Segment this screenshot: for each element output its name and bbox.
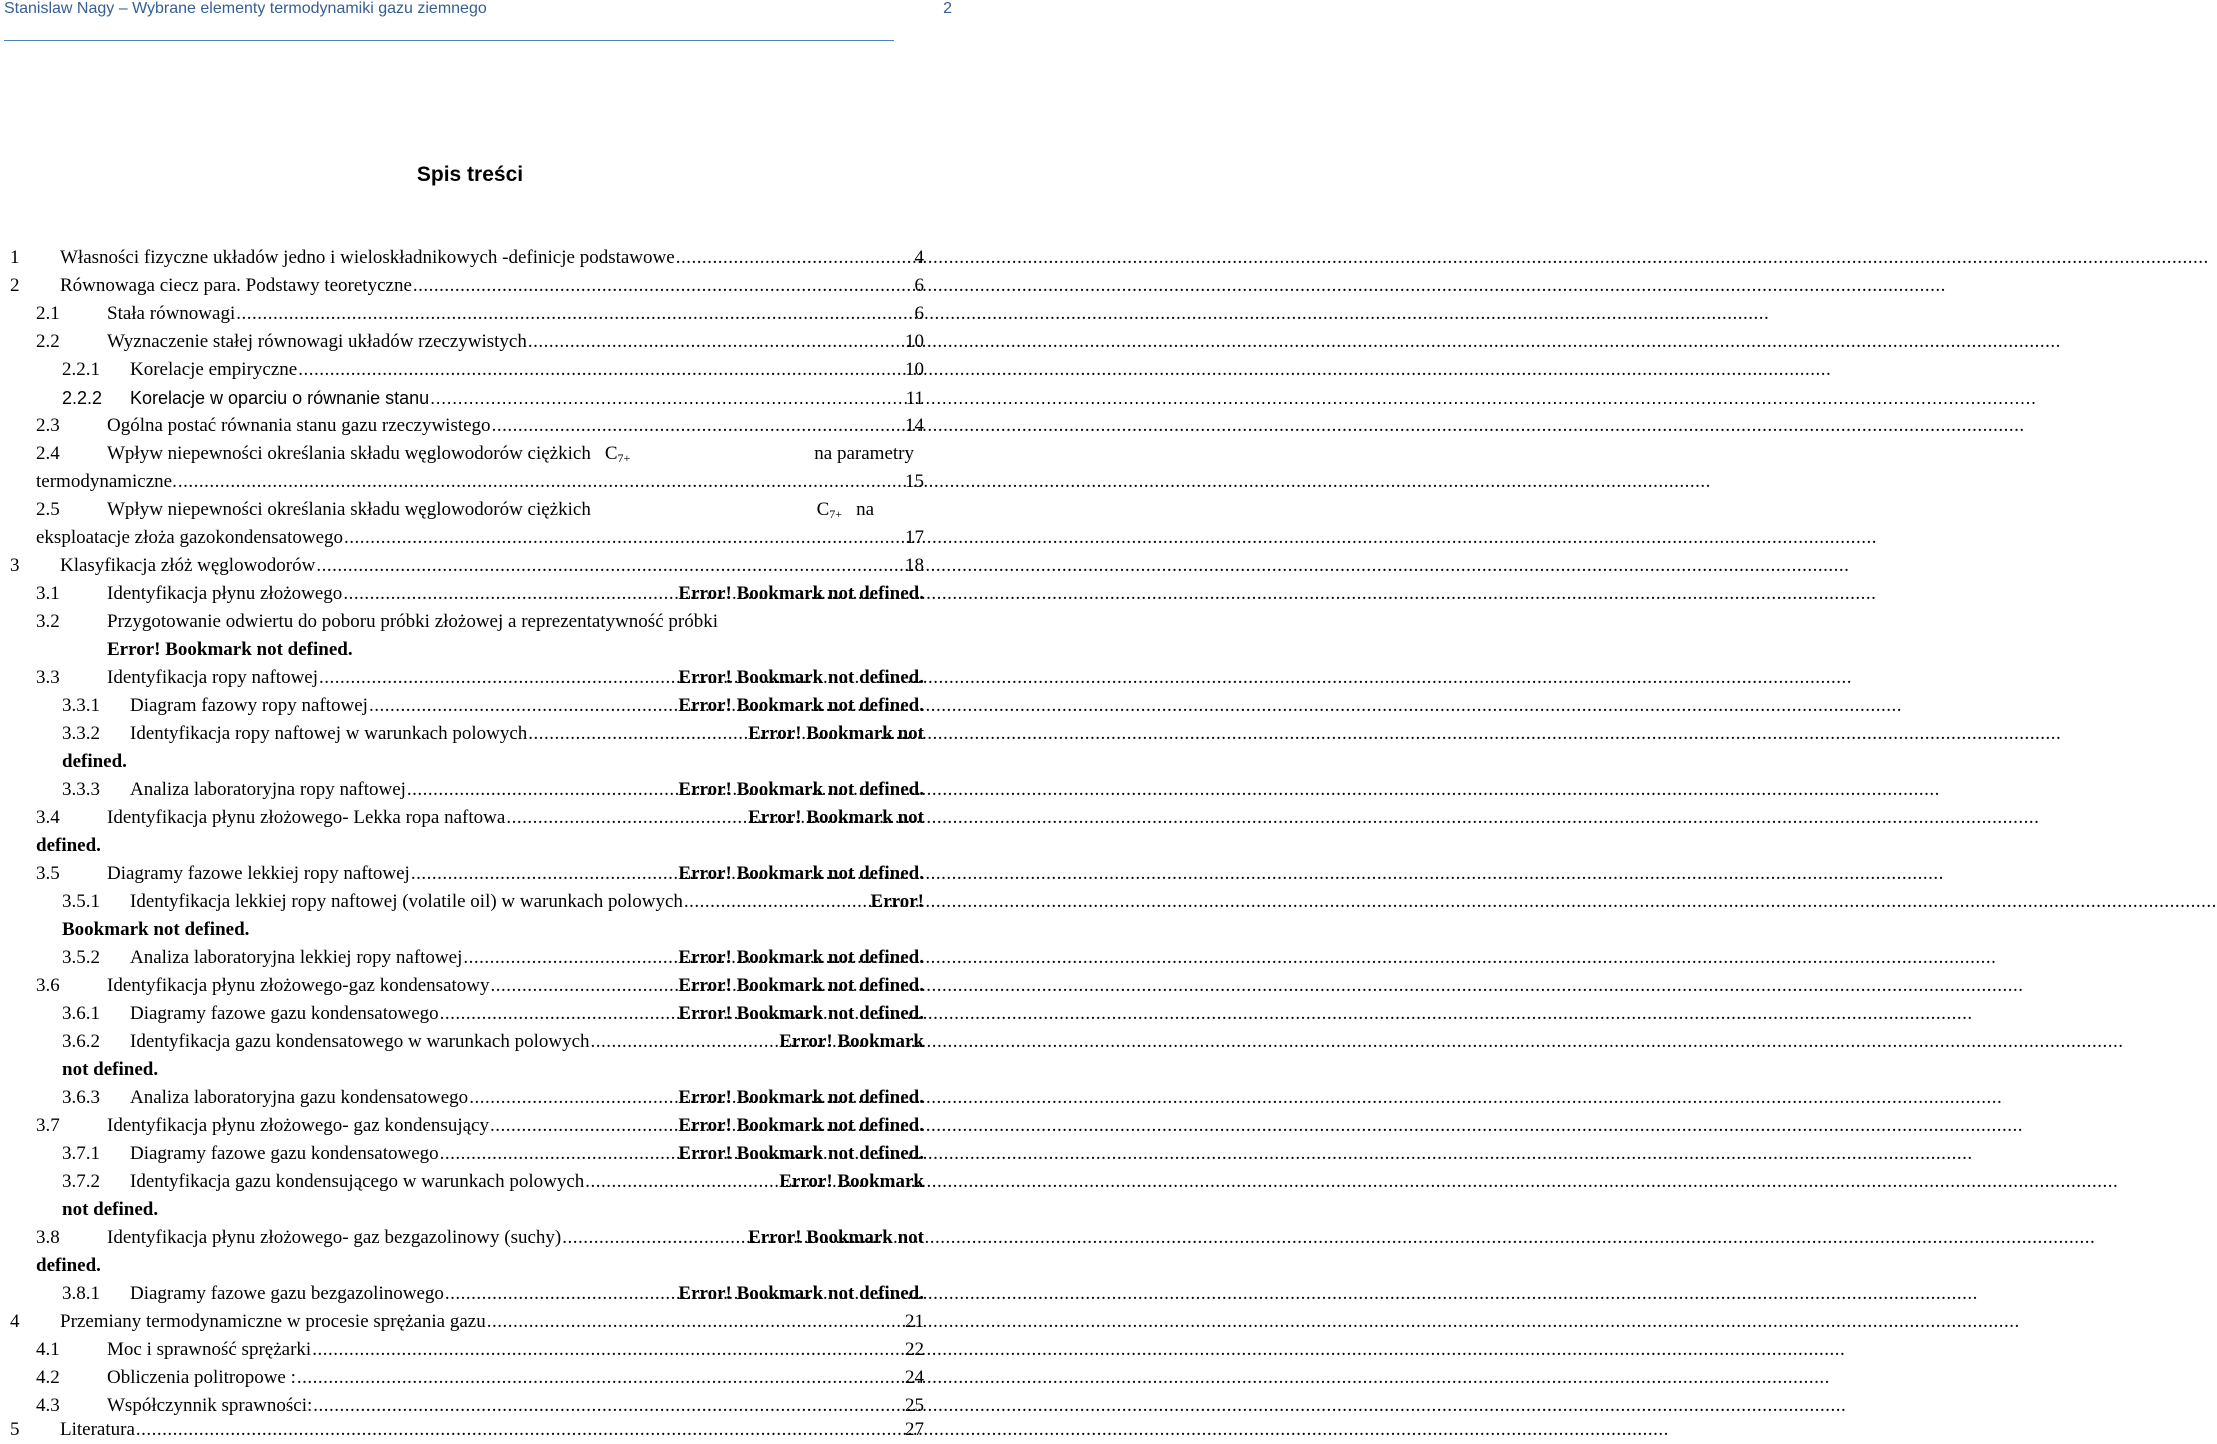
toc-page: 15 [905, 471, 924, 492]
toc-text: Obliczenia politropowe : [107, 1367, 296, 1388]
toc-page-error[interactable]: Error! Bookmark not defined. [107, 639, 353, 660]
toc-number: 3.6.1 [62, 1003, 100, 1024]
toc-entry-3-7-2[interactable] [62, 1168, 924, 1196]
toc-text: Identyfikacja płynu złożowego- gaz kondensujący [107, 1115, 489, 1136]
toc-leader [487, 1308, 904, 1336]
toc-number: 3.5.1 [62, 891, 100, 912]
toc-leader [445, 1280, 678, 1308]
toc-page: 6 [914, 275, 924, 296]
toc-entry-2-1[interactable] [36, 300, 924, 328]
toc-entry-2-2-1[interactable] [62, 356, 924, 384]
toc-number: 3.7.1 [62, 1143, 100, 1164]
toc-entry-2-5[interactable] [36, 496, 874, 524]
toc-leader [562, 1224, 747, 1252]
toc-entry-5[interactable] [10, 1416, 924, 1444]
toc-number: 3.1 [36, 583, 60, 604]
toc-page-error: Error! Bookmark not defined. [678, 1087, 924, 1108]
toc-number: 3.3.3 [62, 779, 100, 800]
toc-page: 25 [905, 1395, 924, 1416]
header-page-number: 2 [943, 0, 952, 17]
toc-leader [316, 552, 904, 580]
c-symbol: C [604, 443, 618, 464]
toc-entry-2-5-continued[interactable] [36, 524, 924, 552]
toc-text: Analiza laboratoryjna lekkiej ropy naftowej [130, 947, 463, 968]
toc-leader [469, 1084, 677, 1112]
toc-page: 21 [905, 1311, 924, 1332]
toc-entry-2-4[interactable] [36, 440, 914, 468]
toc-page: 10 [905, 359, 924, 380]
toc-entry-4-1[interactable] [36, 1336, 924, 1364]
toc-leader [312, 1336, 904, 1364]
toc-number: 3.5.2 [62, 947, 100, 968]
toc-page: 27 [905, 1419, 924, 1440]
toc-entry-3-4[interactable] [36, 804, 924, 832]
toc-leader [319, 664, 677, 692]
toc-entry-3-7-1[interactable] [62, 1140, 924, 1168]
toc-text: Identyfikacja płynu złożowego- Lekka ropa naftowa [107, 807, 506, 828]
toc-leader [411, 860, 678, 888]
toc-leader [413, 272, 914, 300]
toc-page: 10 [905, 331, 924, 352]
toc-entry-2-2[interactable] [36, 328, 924, 356]
toc-number: 2.2.2 [62, 388, 103, 408]
toc-text: Własności fizyczne układów jedno i wieloskładnikowych -definicje podstawowe [60, 247, 675, 268]
toc-page: 17 [905, 527, 924, 548]
toc-page-error-continued[interactable]: Bookmark not defined. [62, 919, 250, 940]
toc-page-error-continued[interactable]: defined. [62, 751, 127, 772]
toc-text: Diagram fazowy ropy naftowej [130, 695, 368, 716]
toc-entry-2-2-2[interactable] [62, 384, 924, 412]
toc-number: 3.7 [36, 1115, 60, 1136]
toc-title: Spis treści [416, 163, 524, 186]
toc-text: Diagramy fazowe gazu kondensatowego [130, 1003, 439, 1024]
toc-leader [178, 468, 904, 496]
toc-page-error: Error! Bookmark not defined. [678, 1003, 924, 1024]
toc-entry-2-4-continued[interactable] [36, 468, 924, 496]
toc-page-error: Error! Bookmark not defined. [678, 1283, 924, 1304]
toc-text: Korelacje w oparciu o równanie stanu [130, 388, 430, 408]
toc-entry-3-6-3[interactable] [62, 1084, 924, 1112]
toc-text: Klasyfikacja złóż węglowodorów [60, 555, 316, 576]
toc-leader [440, 1000, 678, 1028]
toc-entry-3-3-3[interactable] [62, 776, 924, 804]
toc-text: Wyznaczenie stałej równowagi układów rzeczywistych [107, 331, 527, 352]
toc-text: Diagramy fazowe gazu bezgazolinowego [130, 1283, 444, 1304]
toc-text: Identyfikacja gazu kondensującego w warunkach polowych [130, 1171, 585, 1192]
toc-page: 6 [914, 303, 924, 324]
toc-page: 4 [914, 247, 924, 268]
toc-number: 3.4 [36, 807, 60, 828]
toc-page: 22 [905, 1339, 924, 1360]
toc-page-error: Error! Bookmark [779, 1171, 924, 1192]
toc-number: 2.1 [36, 303, 60, 324]
toc-entry-3-6[interactable] [36, 972, 924, 1000]
toc-leader [528, 720, 747, 748]
toc-page-error: Error! Bookmark not defined. [678, 947, 924, 968]
toc-page-error-continued[interactable]: defined. [36, 1255, 101, 1276]
c-subscript: 7+ [617, 451, 631, 465]
toc-number: 4.2 [36, 1367, 60, 1388]
toc-page-error-continued[interactable]: not defined. [62, 1059, 159, 1080]
toc-leader [528, 328, 904, 356]
toc-leader [298, 356, 904, 384]
toc-text: Identyfikacja gazu kondensatowego w warunkach polowych [130, 1031, 590, 1052]
toc-entry-3-7[interactable] [36, 1112, 924, 1140]
toc-text: Identyfikacja płynu złożowego [107, 583, 343, 604]
toc-entry-3[interactable] [10, 552, 924, 580]
toc-text: Wpływ niepewności określania składu węglowodorów ciężkich [107, 443, 591, 464]
toc-leader [343, 580, 677, 608]
toc-text: Współczynnik sprawności: [107, 1395, 313, 1416]
toc-number: 2.5 [36, 499, 60, 520]
toc-leader [297, 1364, 904, 1392]
toc-text: Przygotowanie odwiertu do poboru próbki złożowej a reprezentatywność próbki [107, 611, 718, 632]
toc-entry-3-6-1[interactable] [62, 1000, 924, 1028]
toc-text: Diagramy fazowe gazu kondensatowego [130, 1143, 439, 1164]
toc-text: Korelacje empiryczne [130, 359, 298, 380]
toc-leader [506, 804, 747, 832]
c-symbol: C [816, 499, 830, 520]
toc-entry-3-5-1[interactable] [62, 888, 924, 916]
toc-leader [369, 692, 677, 720]
toc-number: 3.6.2 [62, 1031, 100, 1052]
toc-entry-1[interactable] [10, 244, 924, 272]
toc-page-error: Error! Bookmark not defined. [678, 667, 924, 688]
toc-text: Diagramy fazowe lekkiej ropy naftowej [107, 863, 410, 884]
toc-text: Równowaga ciecz para. Podstawy teoretyczne [60, 275, 412, 296]
table-of-contents [0, 0, 960, 1440]
toc-text: eksploatacje złoża gazokondensatowego [36, 527, 344, 548]
toc-text: termodynamiczne. [36, 471, 177, 492]
toc-page: 11 [905, 388, 924, 409]
toc-page-error: Error! Bookmark [779, 1031, 924, 1052]
toc-text: Identyfikacja ropy naftowej [107, 667, 319, 688]
toc-number: 2.4 [36, 443, 60, 464]
c-subscript: 7+ [829, 507, 843, 521]
toc-page-error: Error! Bookmark not defined. [678, 779, 924, 800]
toc-text-tail: na parametry [814, 443, 914, 464]
toc-page-error: Error! Bookmark not [748, 723, 924, 744]
toc-leader [236, 300, 913, 328]
toc-leader [490, 1112, 677, 1140]
toc-number: 2.2.1 [62, 359, 100, 380]
toc-text: Identyfikacja płynu złożowego- gaz bezgazolinowy (suchy) [107, 1227, 562, 1248]
toc-page-error: Error! Bookmark not defined. [678, 863, 924, 884]
toc-number: 2 [10, 275, 20, 296]
toc-entry-3-3-1[interactable] [62, 692, 924, 720]
toc-number: 5 [10, 1419, 20, 1440]
toc-page-error: Error! Bookmark not defined. [678, 1143, 924, 1164]
toc-text: Analiza laboratoryjna gazu kondensatowego [130, 1087, 469, 1108]
toc-text: Przemiany termodynamiczne w procesie sprężania gazu [60, 1311, 486, 1332]
toc-entry-2[interactable] [10, 272, 924, 300]
toc-text: Analiza laboratoryjna ropy naftowej [130, 779, 406, 800]
toc-text: Ogólna postać równania stanu gazu rzeczywistego [107, 415, 491, 436]
toc-leader [585, 1168, 778, 1196]
toc-entry-3-8-1[interactable] [62, 1280, 924, 1308]
toc-leader [684, 888, 870, 916]
toc-entry-3-2[interactable] [36, 608, 924, 636]
toc-number: 3.7.2 [62, 1171, 100, 1192]
toc-entry-2-3[interactable] [36, 412, 924, 440]
toc-text: Identyfikacja płynu złożowego-gaz kondensatowy [107, 975, 490, 996]
toc-page-error: Error! [870, 891, 924, 912]
toc-leader [591, 1028, 779, 1056]
toc-leader [136, 1416, 904, 1444]
toc-text: Literatura [60, 1419, 135, 1440]
toc-entry-4[interactable] [10, 1308, 924, 1336]
toc-text: Stała równowagi [107, 303, 236, 324]
toc-entry-3-8[interactable] [36, 1224, 924, 1252]
toc-number: 4.3 [36, 1395, 60, 1416]
toc-entry-3-3-2[interactable] [62, 720, 924, 748]
toc-text: Wpływ niepewności określania składu węglowodorów ciężkich [107, 499, 591, 520]
toc-leader [440, 1140, 678, 1168]
toc-number: 3.3 [36, 667, 60, 688]
toc-page-error: Error! Bookmark not defined. [678, 583, 924, 604]
toc-page: 24 [905, 1367, 924, 1388]
toc-number: 3.6 [36, 975, 60, 996]
toc-page-error: Error! Bookmark not defined. [678, 695, 924, 716]
toc-page-error: Error! Bookmark not [748, 1227, 924, 1248]
toc-leader [407, 776, 677, 804]
toc-page-error: Error! Bookmark not defined. [678, 1115, 924, 1136]
toc-page-error-continued[interactable]: defined. [36, 835, 101, 856]
toc-text-tail: na [856, 499, 874, 520]
toc-text: Identyfikacja ropy naftowej w warunkach polowych [130, 723, 528, 744]
toc-number: 1 [10, 247, 20, 268]
toc-number: 3 [10, 555, 20, 576]
toc-text: Moc i sprawność sprężarki [107, 1339, 312, 1360]
toc-entry-3-5[interactable] [36, 860, 924, 888]
toc-leader [491, 972, 678, 1000]
toc-page-error: Error! Bookmark not defined. [678, 975, 924, 996]
toc-page: 14 [905, 415, 924, 436]
toc-page-error-continued[interactable]: not defined. [62, 1199, 159, 1220]
toc-entry-4-2[interactable] [36, 1364, 924, 1392]
toc-number: 3.6.3 [62, 1087, 100, 1108]
toc-number: 4 [10, 1311, 20, 1332]
header-title: Stanislaw Nagy – Wybrane elementy termodynamiki gazu ziemnego [4, 0, 487, 17]
toc-page-error: Error! Bookmark not [748, 807, 924, 828]
toc-number: 2.3 [36, 415, 60, 436]
toc-number: 3.5 [36, 863, 60, 884]
toc-number: 3.8.1 [62, 1283, 100, 1304]
toc-entry-3-5-2[interactable] [62, 944, 924, 972]
toc-leader [492, 412, 904, 440]
toc-number: 3.2 [36, 611, 60, 632]
toc-number: 3.3.2 [62, 723, 100, 744]
toc-entry-3-1[interactable] [36, 580, 924, 608]
toc-entry-3-3[interactable] [36, 664, 924, 692]
toc-leader [463, 944, 677, 972]
toc-number: 3.8 [36, 1227, 60, 1248]
toc-leader [344, 524, 904, 552]
toc-number: 4.1 [36, 1339, 60, 1360]
toc-number: 2.2 [36, 331, 60, 352]
toc-page: 18 [905, 555, 924, 576]
toc-entry-3-6-2[interactable] [62, 1028, 924, 1056]
toc-leader [430, 384, 905, 412]
toc-leader [676, 244, 914, 272]
toc-number: 3.3.1 [62, 695, 100, 716]
toc-text: Identyfikacja lekkiej ropy naftowej (volatile oil) w warunkach polowych [130, 891, 683, 912]
